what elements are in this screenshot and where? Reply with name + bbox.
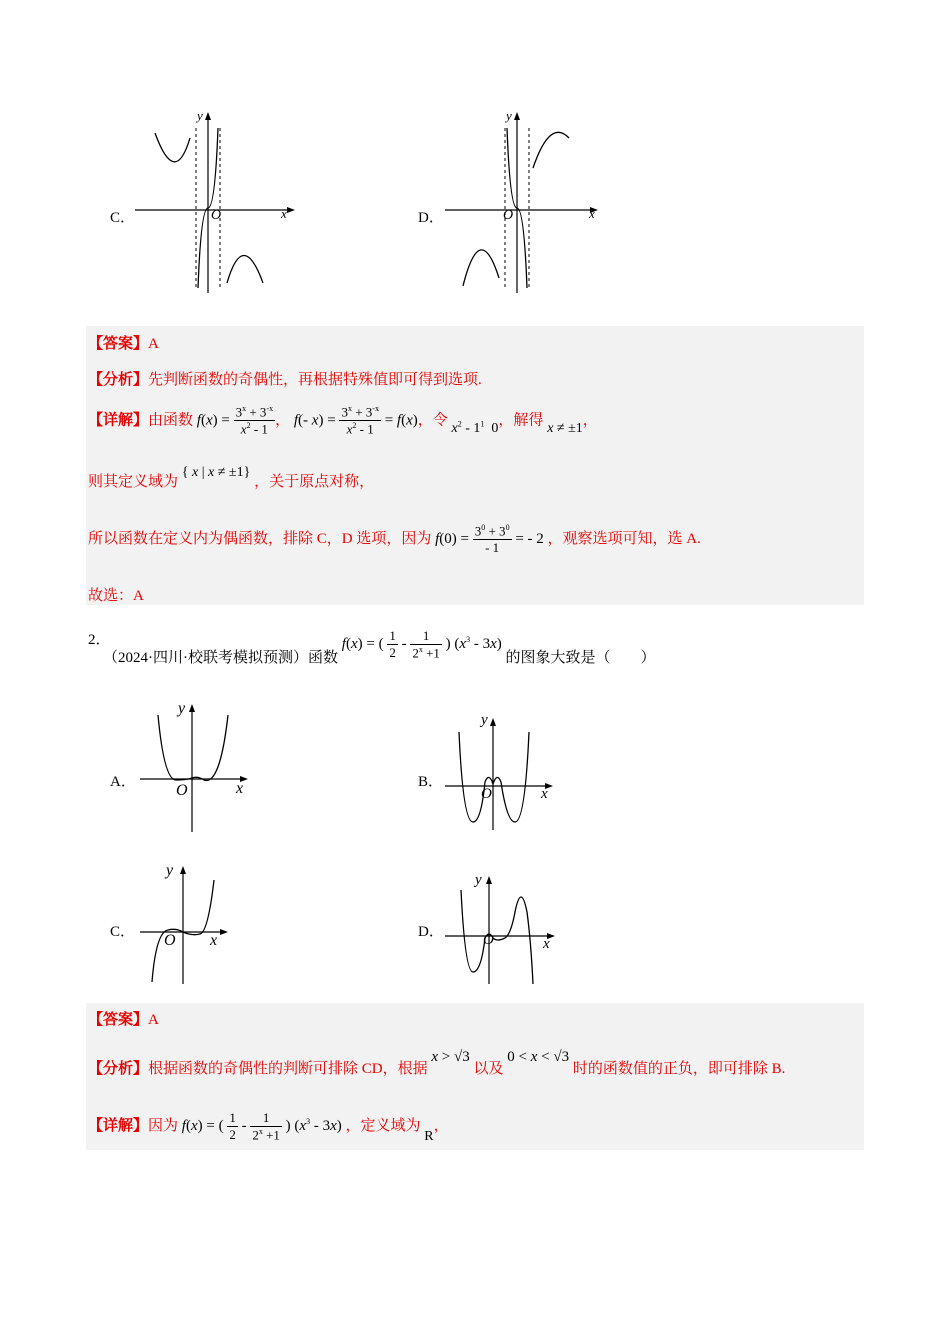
q2-number: 2． <box>88 632 111 648</box>
origin-label: O <box>483 932 494 948</box>
y-axis-label: y <box>475 872 482 888</box>
option-c-label: C． <box>110 210 136 226</box>
y-axis-label: y <box>166 862 174 879</box>
option-d-graph <box>445 108 605 293</box>
y-axis-label: y <box>481 712 488 728</box>
domain-symbol: R <box>424 1129 434 1145</box>
q1-detail-line4 <box>88 584 144 605</box>
q2-option-c-label: C． <box>110 924 136 940</box>
q2-tail: 的图象大致是（ ） <box>505 650 656 666</box>
x-axis-label: x <box>236 780 244 797</box>
q2-analysis: 【分析】根据函数的奇偶性的判断可排除 CD，根据 x > √3 以及 0 < x < √3 时的函数值的正负，即可排除 B. <box>88 1049 786 1077</box>
q2-source: （2024·四川·校联考模拟预测）函数 <box>110 650 339 666</box>
q1-detail-line2: 则其定义域为 { x | x ≠ ±1} ，关于原点对称， <box>88 465 375 490</box>
q2-option-d-label: D． <box>418 924 444 940</box>
y-axis-label: y <box>506 108 512 123</box>
formula-frac-1: $\frac{3^x + 3^{-x}}{x^2 - 1}$ <box>235 404 274 437</box>
origin-label: O <box>176 782 188 799</box>
analysis-text: 先判断函数的奇偶性，再根据特殊值即可得到选项. <box>148 372 482 388</box>
q2-stem <box>88 628 656 666</box>
detail-t2: ，定义域为 <box>345 1118 421 1135</box>
q1-analysis <box>88 368 482 389</box>
origin-label: O <box>211 208 222 223</box>
detail-tag: 【详解】 <box>88 412 149 429</box>
x-axis-label: x <box>543 936 550 952</box>
x-axis-label: x <box>210 932 218 949</box>
formula-fx: f <box>196 412 201 429</box>
formula-frac-2: $\frac{3^x + 3^{-x}}{x^2 - 1}$ <box>341 404 379 437</box>
detail-line2b: ，关于原点对称， <box>254 474 375 490</box>
detail-line4: 故选：A <box>88 588 144 604</box>
answer-tag: 【答案】 <box>88 1012 149 1028</box>
detail-line3a: 所以函数在定义内为偶函数，排除 C，D 选项，因为 <box>88 531 432 548</box>
detail-line3b: ，观察选项可知，选 A. <box>547 531 701 548</box>
q2-option-c-graph <box>140 862 240 987</box>
analysis-t2: 以及 <box>473 1061 504 1077</box>
q2-detail <box>88 1110 449 1143</box>
origin-label: O <box>503 208 514 223</box>
option-d-label: D． <box>418 210 444 226</box>
detail-tag: 【详解】 <box>88 1118 149 1135</box>
answer-value: A <box>148 336 159 352</box>
q2-option-b-label: B． <box>418 774 444 790</box>
detail-t1: 由函数 <box>148 412 194 429</box>
option-c-graph <box>135 108 295 293</box>
answer-tag: 【答案】 <box>88 336 149 352</box>
analysis-tag: 【分析】 <box>88 372 149 388</box>
detail-line2a: 则其定义域为 <box>88 474 179 490</box>
q2-option-b-graph <box>445 712 555 832</box>
detail-t3: ，令 <box>417 412 448 429</box>
q1-answer <box>88 332 159 353</box>
q2-option-d-graph <box>445 872 560 987</box>
detail-t1: 因为 <box>148 1118 179 1135</box>
q2-answer <box>88 1008 159 1029</box>
q2-formula: f(x) = ( $\frac{1}{2}$ - $\frac{1}{2^x +1}$ ) $(x^3 - 3x)$ <box>341 628 502 661</box>
x-axis-label: x <box>589 206 595 221</box>
formula-frac-3: $\frac{3^0 + 3^0}{- 1}$ <box>474 523 510 556</box>
x-axis-label: x <box>541 786 548 802</box>
y-axis-label: y <box>178 700 186 717</box>
detail-t2: ， <box>275 412 291 429</box>
q1-detail-line3: 所以函数在定义内为偶函数，排除 C，D 选项，因为 f(0) = $\frac{3^0 + 3^0}{- 1}$ = - 2 ，观察选项可知，选 A. <box>88 523 701 556</box>
detail-t4: ，解得 <box>498 412 544 429</box>
origin-label: O <box>164 932 176 949</box>
q2-detail-formula: f(x) = ( $\frac{1}{2}$ - $\frac{1}{2^x +1}$ ) $(x^3 - 3x)$ <box>181 1110 346 1143</box>
answer-value: A <box>148 1012 159 1028</box>
detail-t3: ， <box>433 1118 449 1135</box>
x-axis-label: x <box>281 206 287 221</box>
analysis-tag: 【分析】 <box>88 1061 149 1077</box>
y-axis-label: y <box>197 108 203 123</box>
q2-option-a-graph <box>140 700 250 835</box>
detail-t5: ， <box>582 412 598 429</box>
analysis-t1: 根据函数的奇偶性的判断可排除 CD，根据 <box>148 1061 428 1077</box>
analysis-t3: 时的函数值的正负，即可排除 B. <box>572 1061 786 1077</box>
origin-label: O <box>481 786 492 802</box>
q1-detail-line1: 【详解】由函数 f(x) = $\frac{3^x + 3^{-x}}{x^2 - 1}$ ， f(- x) = $\frac{3^x + 3^{-x}}{x^2 - 1}$ = f(x)，令 $x^2 - 1^1$ 0，解得 x ≠ ±1， <box>88 404 598 437</box>
q2-option-a-label: A． <box>110 774 136 790</box>
